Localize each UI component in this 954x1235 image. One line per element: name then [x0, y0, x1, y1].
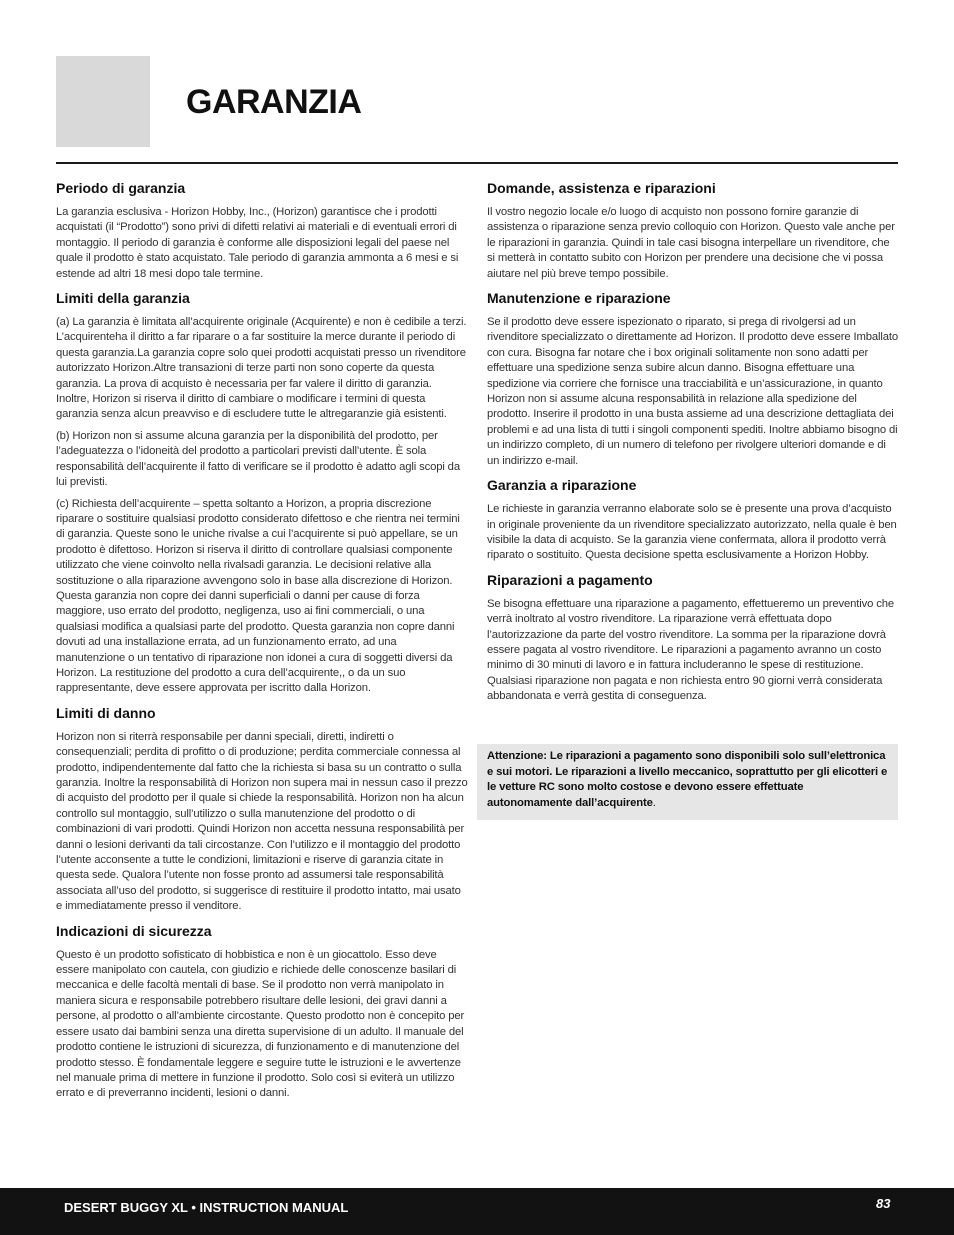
section-periodo: [56, 178, 468, 282]
heading-limiti-garanzia: Limiti della garanzia: [56, 290, 190, 307]
section-domande: [487, 178, 898, 282]
heading-periodo: Periodo di garanzia: [56, 180, 186, 196]
right-column: [487, 178, 898, 711]
section-manutenzione: [487, 288, 898, 469]
section-limiti-danno: [56, 703, 468, 915]
text-periodo: La garanzia esclusiva - Horizon Hobby, Inc., (Horizon) garantisce che i prodotti acquistati (il “Prodotto”) sono privi di difetti relativi ai materiali e di eventuali errori di montaggio. Il periodo di garanzia è conforme alle disposizioni legali del paese nel quale il prodotto è stato acquistato. Tale periodo di garanzia ammonta a 6 mesi e si estende ad altri 18 mesi dopo tale termine.: [56, 206, 459, 280]
heading-pagamento: Riparazioni a pagamento: [487, 571, 653, 588]
section-garanzia-riparazione: [487, 475, 898, 564]
text-limiti-garanzia-b: (b) Horizon non si assume alcuna garanzia per la disponibilità del prodotto, per l’adeguatezza o l’idoneità del prodotto a particolari previsti dall’utente. È sola responsabilità dell’acquirente il fatto di verificare se il prodotto è adatto agli scopi da lui previsti.: [56, 429, 460, 489]
section-sicurezza: [56, 921, 468, 1102]
header-grey-block: [56, 56, 150, 147]
attention-tail: .: [652, 796, 656, 809]
heading-garanzia-riparazione: Garanzia a riparazione: [487, 477, 637, 494]
header-divider: [56, 162, 898, 164]
heading-domande: Domande, assistenza e riparazioni: [487, 180, 716, 196]
section-pagamento: [487, 570, 898, 705]
heading-sicurezza: Indicazioni di sicurezza: [56, 922, 212, 939]
page-title: GARANZIA: [186, 83, 362, 121]
attention-bold: Attenzione: Le riparazioni a pagamento sono disponibili solo sull’elettronica e sui motori. Le riparazioni a livello meccanico, soprattutto per gli elicotteri e le vetture RC sono molto costose e devono essere effettuate autonomamente dall’acquirente: [487, 750, 888, 809]
text-manutenzione: Se il prodotto deve essere ispezionato o riparato, si prega di rivolgersi ad un rivenditore specializzato o direttamente ad Horizon. Il prodotto deve essere Imballato con cura. Bisogna far notare che i box originali solitamente non sono adatti per effettuare una spedizione senza subire alcun danno. Bisogna effettuare una spedizione via corriere che fornisce una tracciabilità e un’assicurazione, in quanto Horizon non si assume alcuna responsabilità in relazione alla spedizione del prodotto. Inserire il prodotto in una busta assieme ad una descrizione dettagliata dei problemi e ad una lista di tutti i singoli componenti spediti. Inoltre abbiamo bisogno di un indirizzo completo, di un numero di telefono per rivolgere ulteriori domande e di un indirizzo e-mail.: [487, 316, 898, 467]
section-limiti-garanzia: [56, 288, 468, 697]
heading-manutenzione: Manutenzione e riparazione: [487, 290, 671, 307]
attention-text: [487, 749, 890, 811]
text-garanzia-riparazione: Le richieste in garanzia verranno elaborate solo se è presente una prova d’acquisto in originale proveniente da un rivenditore specializzato autorizzato, nella quale è ben visibile la data di acquisto. Se la garanzia viene confermata, allora il prodotto verrà riparato o sostituito. Questa decisione spetta esclusivamente a Horizon Hobby.: [487, 503, 897, 562]
text-limiti-garanzia-c: (c) Richiesta dell’acquirente – spetta soltanto a Horizon, a propria discrezione riparare o sostituire qualsiasi prodotto considerato difettoso e che rientra nei termini di garanzia. Queste sono le uniche rivalse a cui l’acquirente si può appellare, se un prodotto è difettoso. Horizon si riserva il diritto di controllare qualsiasi componente utilizzato che viene coinvolto nella rivalsadi garanzia. Le decisioni relative alla sostituzione o alla riparazione avvengono solo in base alla discrezione di Horizon. Questa garanzia non copre dei danni superficiali o danni per cause di forza maggiore, uso errato del prodotto, negligenza, uso ai fini commerciali, o una qualsiasi modifica a qualsiasi parte del prodotto. Questa garanzia non copre danni dovuti ad una installazione errata, ad un funzionamento errato, ad una manutenzione o un tentativo di riparazione non idonei a cura di soggetti diversi da Horizon. La restituzione del prodotto a cura dell’acquirente,, o da un suo rappresentante, deve essere approvata per iscritto dalla Horizon.: [56, 497, 460, 695]
footer-bar: [0, 1188, 954, 1235]
text-domande: Il vostro negozio locale e/o luogo di acquisto non possono fornire garanzie di assistenza o riparazione senza previo colloquio con Horizon. Questo vale anche per le riparazioni in garanzia. Quindi in tale casi bisogna interpellare un rivenditore, che si metterà in contatto subito con Horizon per prendere una decisione che vi possa aiutare nel più breve tempo possibile.: [487, 206, 895, 280]
heading-limiti-danno: Limiti di danno: [56, 704, 156, 721]
footer-manual-title: DESERT BUGGY XL • INSTRUCTION MANUAL: [64, 1200, 349, 1215]
text-sicurezza: Questo è un prodotto sofisticato di hobbistica e non è un giocattolo. Esso deve essere manipolato con cautela, con giudizio e richiede delle conoscenze basilari di meccanica e delle facoltà mentali di base. Se il prodotto non verrà manipolato in maniera sicura e responsabile potrebbero risultare delle lesioni, dei gravi danni a persone, al prodotto o all’ambiente circostante. Questo prodotto non è concepito per essere usato dai bambini senza una diretta supervisione di un adulto. Il manuale del prodotto contiene le istruzioni di sicurezza, di funzionamento e di manutenzione del prodotto stesso. È fondamentale leggere e seguire tutte le istruzioni e le avvertenze nel manuale prima di mettere in funzione il prodotto. Solo così si eviterà un utilizzo errato e di preverranno incidenti, lesioni o danni.: [56, 948, 465, 1100]
text-pagamento: Se bisogna effettuare una riparazione a pagamento, effettueremo un preventivo che verrà inoltrato al vostro rivenditore. La riparazione verrà effettuata dopo l’autorizzazione da parte del vostro rivenditore. La somma per la riparazione dovrà essere pagata al vostro rivenditore. Le riparazioni a pagamento avranno un costo minimo di 30 minuti di lavoro e in fattura includeranno le spese di restituzione. Qualsiasi riparazione non pagata e non richiesta entro 90 giorni verrà considerata abbandonata e verrà gestita di conseguenza.: [487, 597, 894, 703]
page-number: 83: [876, 1196, 891, 1211]
text-limiti-garanzia-a: (a) La garanzia è limitata all’acquirente originale (Acquirente) e non è cedibile a terzi. L’acquirenteha il diritto a far riparare o a far sostituire la merce durante il periodo di questa garanzia.La garanzia copre solo quei prodotti acquistati presso un rivenditore autorizzato Horizon.Altre transazioni di terze parti non sono coperte da questa garanzia. La prova di acquisto è necessaria per far valere il diritto di garanzia. Inoltre, Horizon si riserva il diritto di cambiare o modificare i termini di questa garanzia senza alcun preavviso e di escludere tutte le altregaranzie già esistenti.: [56, 316, 467, 421]
text-limiti-danno: Horizon non si riterrà responsabile per danni speciali, diretti, indiretti o consequenziali; perdita di profitto o di produzione; perdita commerciale connessa al prodotto, indipendentemente dal fatto che la richiesta si basa su un contratto o sulla garanzia. Inoltre la responsabilità di Horizon non supera mai in nessun caso il prezzo di acquisto del prodotto per il quale si chiede la responsabilità. Horizon non ha alcun controllo sul montaggio, sull’utilizzo o sulla manutenzione del prodotto o di combinazioni di vari prodotti. Quindi Horizon non accetta nessuna responsabilità per danni o lesioni derivanti da tali circostanze. Con l’utilizzo e il montaggio del prodotto l’utente acconsente a tutte le condizioni, limitazioni e riserve di garanzia citate in questa sede. Qualora l’utente non fosse pronto ad assumersi tale responsabilità associata all’uso del prodotto, si suggerisce di restituire il prodotto intatto, mai usato e immediatamente presso il venditore.: [56, 730, 468, 913]
left-column: [56, 178, 468, 1108]
attention-note: [477, 744, 898, 820]
